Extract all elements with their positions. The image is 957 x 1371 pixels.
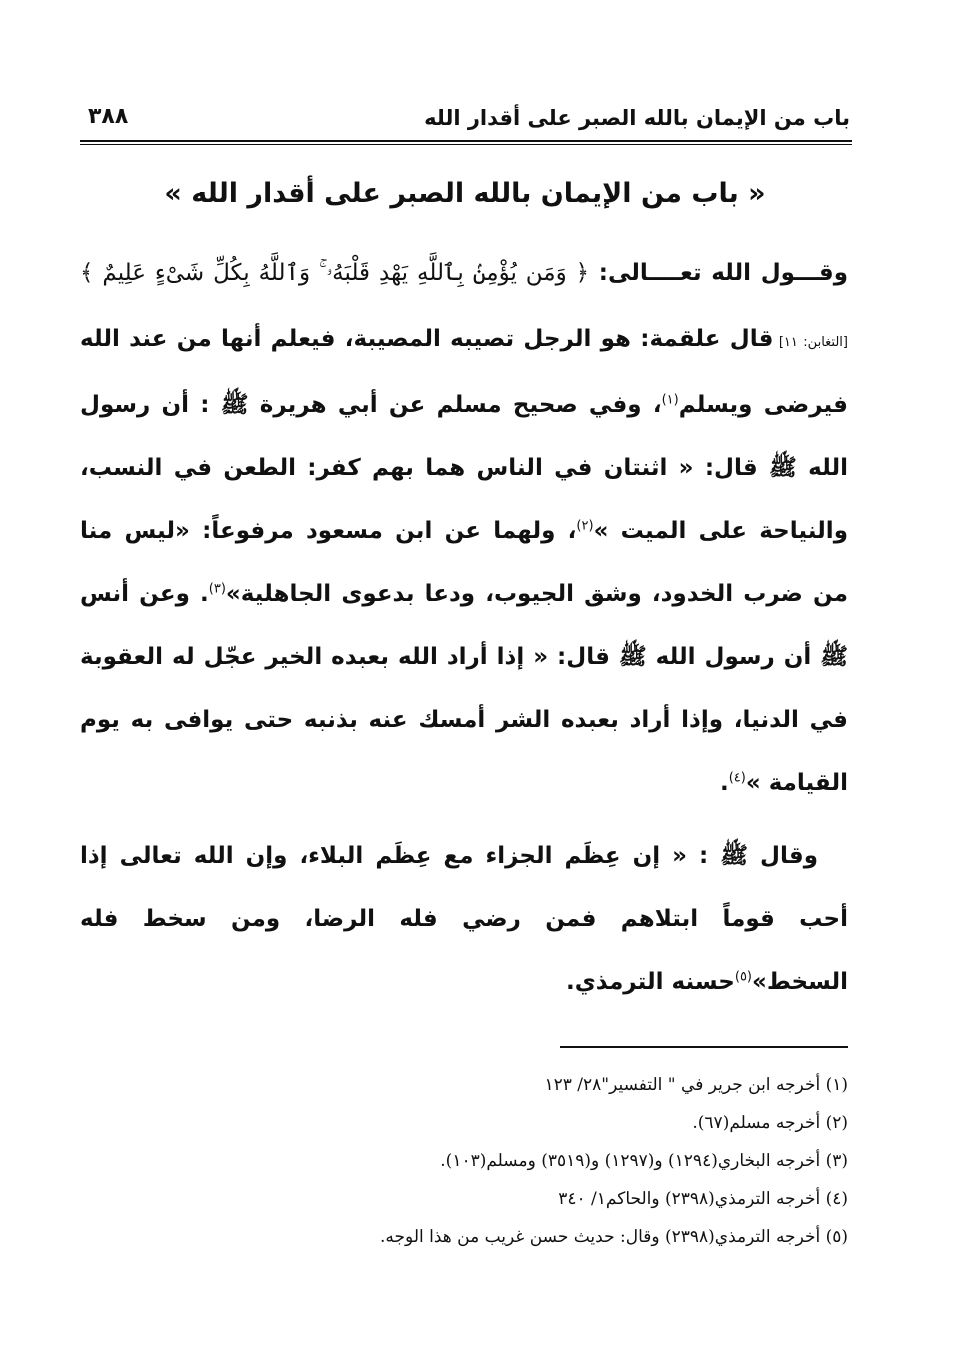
header-divider (80, 140, 852, 145)
verse-reference: [التغابن: ١١] (773, 335, 848, 350)
footnote-marker-1[interactable]: (١) (661, 392, 679, 408)
page-number: ٣٨٨ (88, 104, 129, 129)
running-header-title: باب من الإيمان بالله الصبر على أقدار الله (424, 106, 850, 130)
footnote-2: (٢) أخرجه مسلم(٦٧). (692, 1113, 848, 1133)
paragraph-1-end: . (719, 770, 729, 796)
verse-intro: وقـــول الله تعــــالى: (589, 260, 849, 286)
footnote-marker-4[interactable]: (٤) (728, 770, 746, 786)
chapter-title: « باب من الإيمان بالله الصبر على أقدار الله » (164, 178, 766, 209)
sahih-muslim-text: ، وفي صحيح مسلم عن أبي هريرة ﷺ : أن رسول الله ﷺ قال: « اثنتان في الناس هما بهم كفر: الطعن في النسب، والنياحة على الميت » (80, 392, 848, 544)
footnote-3: (٣) أخرجه البخاري(١٢٩٤) و(١٢٩٧) و(٣٥١٩) ومسلم(١٠٣). (440, 1151, 848, 1171)
footnote-5: (٥) أخرجه الترمذي(٢٣٩٨) وقال: حديث حسن غريب من هذا الوجه. (380, 1227, 848, 1247)
tirmidhi-hadith: وقال ﷺ : « إن عِظَم الجزاء مع عِظَم البلاء، وإن الله تعالى إذا أحب قوماً ابتلاهم فمن رضي فله الرضا، ومن سخط فله السخط» (80, 843, 848, 995)
footnote-divider (560, 1046, 848, 1048)
tirmidhi-grading: حسنه الترمذي. (565, 969, 735, 995)
quran-verse: ﴿ وَمَن يُؤْمِنۢ بِٱللَّهِ يَهْدِ قَلْبَهُۥ ۚ وَٱللَّهُ بِكُلِّ شَىْءٍ عَلِيمٌ ﴾ (80, 260, 590, 286)
footnote-1: (١) أخرجه ابن جرير في " التفسير"٢٨/ ١٢٣ (544, 1075, 848, 1095)
anas-hadith: . وعن أنس ﷺ أن رسول الله ﷺ قال: « إذا أراد الله بعبده الخير عجّل له العقوبة في الدنيا، وإذا أراد بعبده الشر أمسك عنه بذنبه حتى يوافى به يوم القيامة » (80, 581, 848, 796)
footnote-marker-3[interactable]: (٣) (208, 581, 226, 597)
paragraph-2 (80, 825, 848, 1014)
footnotes (80, 1066, 848, 1256)
body-text (80, 242, 848, 1014)
footnote-4: (٤) أخرجه الترمذي(٢٣٩٨) والحاكم١/ ٣٤٠ (558, 1189, 848, 1209)
ibn-masud-text: ، ولهما عن ابن مسعود مرفوعاً: «ليس منا من ضرب الخدود، وشق الجيوب، ودعا بدعوى الجاهلية» (80, 518, 848, 607)
footnote-marker-5[interactable]: (٥) (734, 969, 752, 985)
alqama-quote: قال علقمة: هو الرجل تصيبه المصيبة، فيعلم أنها من عند الله فيرضى ويسلم (80, 326, 848, 418)
paragraph-1 (80, 242, 848, 815)
footnote-marker-2[interactable]: (٢) (576, 518, 594, 534)
running-header (80, 100, 850, 140)
